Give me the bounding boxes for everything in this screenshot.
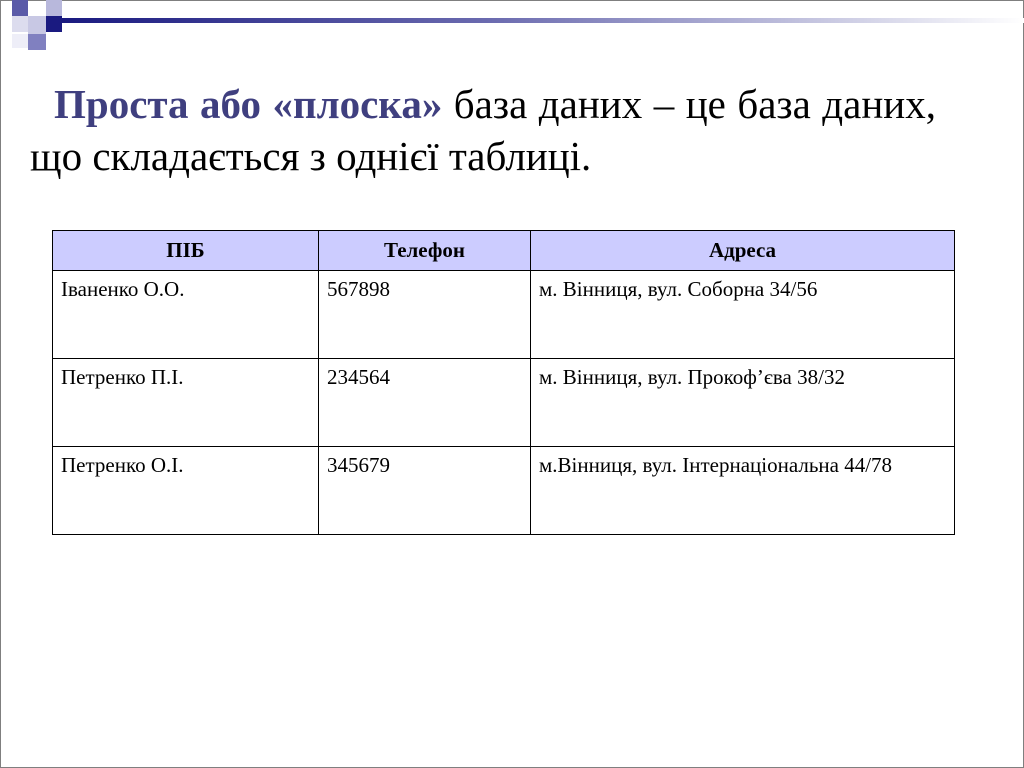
- database-table: [52, 230, 955, 535]
- deco-square: [12, 0, 28, 16]
- table-header-row: [53, 231, 955, 271]
- table-row: [53, 359, 955, 447]
- cell-phone: 234564: [319, 359, 531, 447]
- cell-name: Іваненко О.О.: [53, 271, 319, 359]
- deco-square: [12, 34, 28, 48]
- title-emphasis: Проста або «плоска»: [54, 81, 443, 127]
- title-rest: база даних – це база даних, що складається з однієї таблиці.: [30, 81, 936, 179]
- cell-address: м.Вінниця, вул. Інтернаціональна 44/78: [531, 447, 955, 535]
- cell-address: м. Вінниця, вул. Прокоф’єва 38/32: [531, 359, 955, 447]
- deco-square: [46, 0, 62, 16]
- deco-square: [28, 16, 46, 34]
- cell-name: Петренко О.І.: [53, 447, 319, 535]
- deco-square: [46, 16, 62, 32]
- slide-title: [30, 78, 936, 182]
- header-address: Адреса: [531, 231, 955, 271]
- header-name: ПІБ: [53, 231, 319, 271]
- table-row: [53, 271, 955, 359]
- cell-address: м. Вінниця, вул. Соборна 34/56: [531, 271, 955, 359]
- header-phone: Телефон: [319, 231, 531, 271]
- deco-square: [12, 16, 28, 32]
- deco-square: [28, 34, 46, 50]
- deco-gradient-line: [62, 18, 1024, 23]
- cell-name: Петренко П.І.: [53, 359, 319, 447]
- database-table-container: [52, 230, 955, 535]
- cell-phone: 345679: [319, 447, 531, 535]
- corner-decoration: [0, 0, 1024, 60]
- cell-phone: 567898: [319, 271, 531, 359]
- table-row: [53, 447, 955, 535]
